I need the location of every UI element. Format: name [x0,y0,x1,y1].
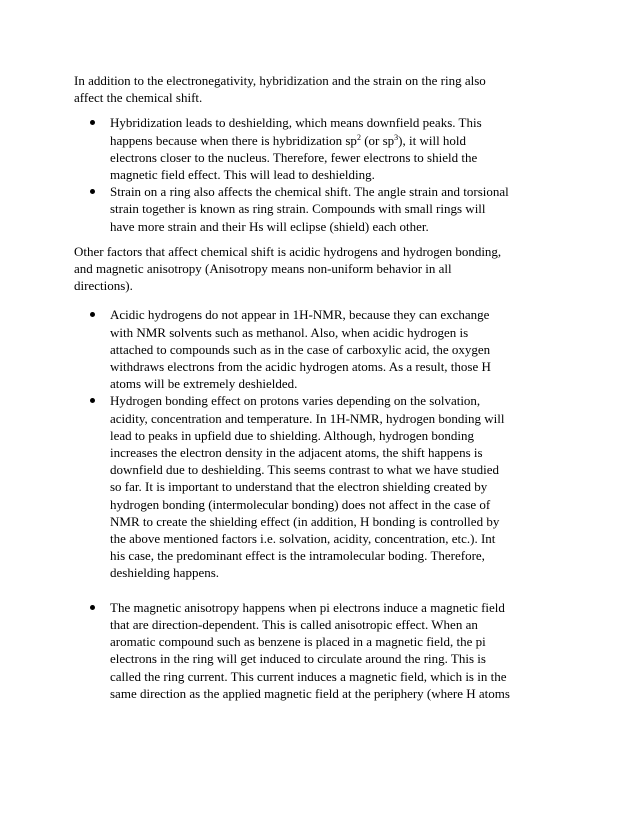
intro-paragraph: In addition to the electronegativity, hybridization and the strain on the ring also affect the chemical shift. [74,73,486,106]
document-page [74,72,552,702]
list-item-hydrogen-bonding: Hydrogen bonding effect on protons varies depending on the solvation, acidity, concentration and temperature. In 1H-NMR, hydrogen bonding will lead to peaks in upfield due to shielding. Although, hydrogen bonding increases the electron density in the adjacent atoms, the shift happens is downfield due to deshielding. This seems contrast to what we have studied so far. It is important to understand that the electron shielding created by hydrogen bonding (intermolecular bonding) does not affect in the case of NMR to create the shielding effect (in addition, H bonding is controlled by the above mentioned factors i.e. solvation, acidity, concentration, etc.). Int his case, the predominant effect is the intramolecular boding. Therefore, deshielding happens. [74,392,552,581]
bullet-icon [90,189,95,194]
list-item-acidic-hydrogens: Acidic hydrogens do not appear in 1H-NMR, because they can exchange with NMR solvents such as methanol. Also, when acidic hydrogen is attached to compounds such as in the case of carboxylic acid, the oxygen withdraws electrons from the acidic hydrogen atoms. As a result, those H atoms will be extremely deshielded. [74,306,552,392]
list-item-magnetic-anisotropy: The magnetic anisotropy happens when pi electrons induce a magnetic field that are direction-dependent. This is called anisotropic effect. When an aromatic compound such as benzene is placed in a magnetic field, the pi electrons in the ring will get induced to circulate around the ring. This is called the ring current. This current induces a magnetic field, which is in the same direction as the applied magnetic field at the periphery (where H atoms [74,599,552,702]
anisotropy-list [74,599,552,702]
list-item-ring-strain: Strain on a ring also affects the chemical shift. The angle strain and torsional strain together is known as ring strain. Compounds with small rings will have more strain and their Hs will eclipse (shield) each other. [74,183,552,235]
bullet-icon [90,120,95,125]
other-factors-paragraph: Other factors that affect chemical shift is acidic hydrogens and hydrogen bonding, and magnetic anisotropy (Anisotropy means non-uniform behavior in all directions). [74,243,502,294]
bullet-icon [90,312,95,317]
other-factors-list [74,306,552,581]
bullet-icon [90,605,95,610]
bullet-icon [90,398,95,403]
shift-factors-list [74,114,552,234]
list-item-hybridization: Hybridization leads to deshielding, which means downfield peaks. This happens because when there is hybridization $sp^2$ (or $sp^3$), it will hold electrons closer to the nucleus. Therefore, fewer electrons to shield the magnetic field effect. This will lead to deshielding. [74,114,552,183]
